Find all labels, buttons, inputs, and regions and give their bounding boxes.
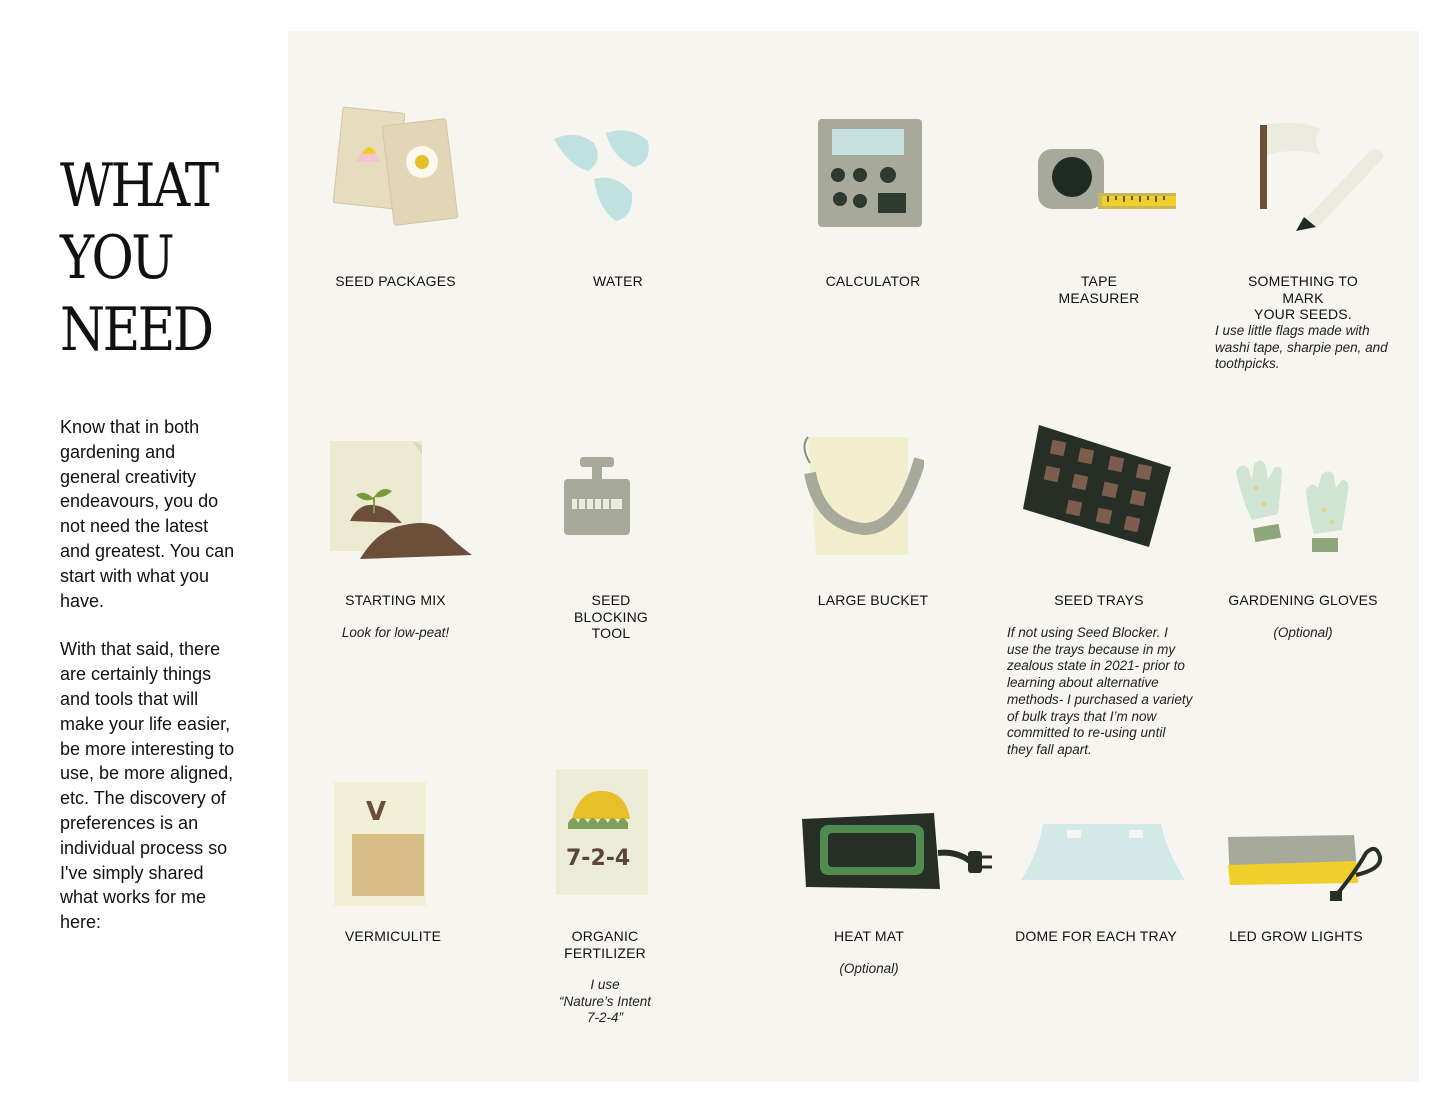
marker-label <box>1228 273 1378 323</box>
bucket-icon <box>802 433 924 557</box>
starting-mix-note: Look for low-peat! <box>341 625 450 640</box>
heat-mat-note: (Optional) <box>839 961 899 976</box>
gloves-label: GARDENING GLOVES <box>1228 592 1378 608</box>
intro-paragraph-2: With that said, there are certainly things and tools that will make your life easier, be more interesting to use, be more aligned, etc. The discovery of preferences is an individual process so I've simply shared what works for me here: <box>60 639 235 933</box>
seed-blocker-icon <box>562 455 632 537</box>
title-line-2: YOU <box>60 223 173 293</box>
calculator-icon <box>816 117 926 232</box>
seed-tray-icon <box>1021 423 1179 553</box>
seed-blocking-label-line-1: SEED <box>591 592 631 608</box>
fertilizer-label-line-1: ORGANIC <box>571 928 639 944</box>
title-line-3: NEED <box>60 295 212 365</box>
gloves-note: (Optional) <box>1273 625 1333 640</box>
tape-measurer-label-line-2: MEASURER <box>1058 289 1140 306</box>
starting-mix-label: STARTING MIX <box>345 592 446 608</box>
fertilizer-note-line-3: 7-2-4” <box>586 1010 623 1026</box>
seed-blocking-label-line-2: BLOCKING <box>574 608 648 625</box>
heat-mat-label: HEAT MAT <box>833 928 905 944</box>
seed-blocking-label-line-3: TOOL <box>591 625 631 641</box>
water-drops-icon <box>550 123 660 233</box>
seed-packages-label: SEED PACKAGES <box>335 273 456 289</box>
tape-measurer-label-line-1: TAPE <box>1080 273 1118 289</box>
vermiculite-label: VERMICULITE <box>344 928 442 944</box>
seed-trays-note: If not using Seed Blocker. I use the trays because in my zealous state in 2021- prior to learning about alternative methods- I purchased a variety of bulk trays that I’m now committed to re-using until they fall apart. <box>1007 625 1193 757</box>
seed-packets-icon <box>330 104 460 229</box>
tape-measurer-label <box>1024 273 1174 306</box>
fertilizer-packet-icon <box>554 767 654 899</box>
large-bucket-label: LARGE BUCKET <box>817 592 929 608</box>
fertilizer-label <box>530 928 680 961</box>
water-label: WATER <box>593 273 643 289</box>
tape-measure-icon <box>1036 147 1181 217</box>
page-title <box>60 150 232 366</box>
seed-blocking-label <box>536 592 686 642</box>
heat-mat-icon <box>800 811 998 891</box>
fertilizer-note-line-2: “Nature’s Intent <box>558 993 652 1009</box>
grow-light-icon <box>1226 831 1386 907</box>
title-line-1: WHAT <box>60 151 217 221</box>
starting-mix-bag-icon <box>328 437 476 561</box>
fertilizer-label-line-2: FERTILIZER <box>564 944 646 961</box>
vermiculite-packet-letter: V <box>366 797 387 827</box>
items-panel <box>288 31 1419 1082</box>
intro-paragraph-1: Know that in both gardening and general creativity endeavours, you do not need the latest and greatest. You can start with what you have. <box>60 417 235 611</box>
flag-and-pen-icon <box>1256 119 1388 234</box>
marker-label-line-2: YOUR SEEDS. <box>1254 306 1352 322</box>
grow-lights-label: LED GROW LIGHTS <box>1229 928 1363 944</box>
fertilizer-note <box>530 977 680 1027</box>
marker-label-line-1: SOMETHING TO MARK <box>1247 273 1358 306</box>
dome-label: DOME FOR EACH TRAY <box>1015 928 1177 944</box>
seed-trays-label: SEED TRAYS <box>1054 592 1144 608</box>
dome-icon <box>1019 822 1187 884</box>
fertilizer-packet-text: 7-2-4 <box>566 846 631 871</box>
calculator-label: CALCULATOR <box>825 273 921 289</box>
marker-note: I use little flags made with washi tape, sharpie pen, and toothpicks. <box>1215 323 1388 372</box>
intro-text <box>60 415 240 959</box>
fertilizer-note-line-1: I use <box>590 977 620 992</box>
vermiculite-packet-icon <box>332 780 432 910</box>
gloves-icon <box>1228 458 1358 558</box>
